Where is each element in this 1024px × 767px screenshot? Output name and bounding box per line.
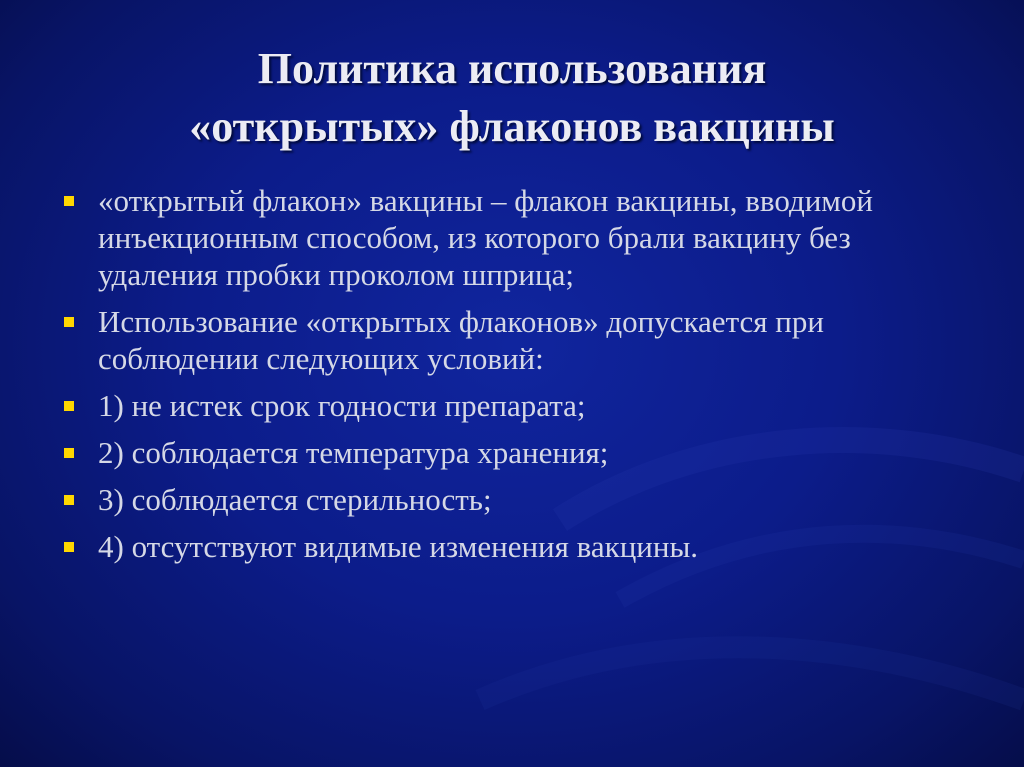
bullet-text: «открытый флакон» вакцины – флакон вакцины, вводимой инъекционным способом, из которого брали вакцину без удаления пробки проколом шприца; bbox=[98, 183, 874, 292]
slide-title bbox=[40, 40, 984, 156]
square-bullet-icon bbox=[64, 542, 74, 552]
slide-title-line-2: «открытых» флаконов вакцины bbox=[189, 102, 835, 151]
bullet-item bbox=[62, 182, 962, 293]
bullet-text: 4) отсутствуют видимые изменения вакцины. bbox=[98, 529, 699, 564]
square-bullet-icon bbox=[64, 448, 74, 458]
bullet-item bbox=[62, 434, 962, 471]
square-bullet-icon bbox=[64, 317, 74, 327]
square-bullet-icon bbox=[64, 495, 74, 505]
bullet-item bbox=[62, 528, 962, 565]
square-bullet-icon bbox=[64, 196, 74, 206]
bullet-list bbox=[62, 182, 962, 575]
bullet-item bbox=[62, 303, 962, 377]
slide-title-line-1: Политика использования bbox=[257, 44, 767, 93]
bullet-text: Использование «открытых флаконов» допускается при соблюдении следующих условий: bbox=[98, 304, 824, 376]
bullet-item bbox=[62, 481, 962, 518]
bullet-item bbox=[62, 387, 962, 424]
bullet-text: 2) соблюдается температура хранения; bbox=[98, 435, 609, 470]
bullet-text: 3) соблюдается стерильность; bbox=[98, 482, 492, 517]
bullet-text: 1) не истек срок годности препарата; bbox=[98, 388, 586, 423]
square-bullet-icon bbox=[64, 401, 74, 411]
